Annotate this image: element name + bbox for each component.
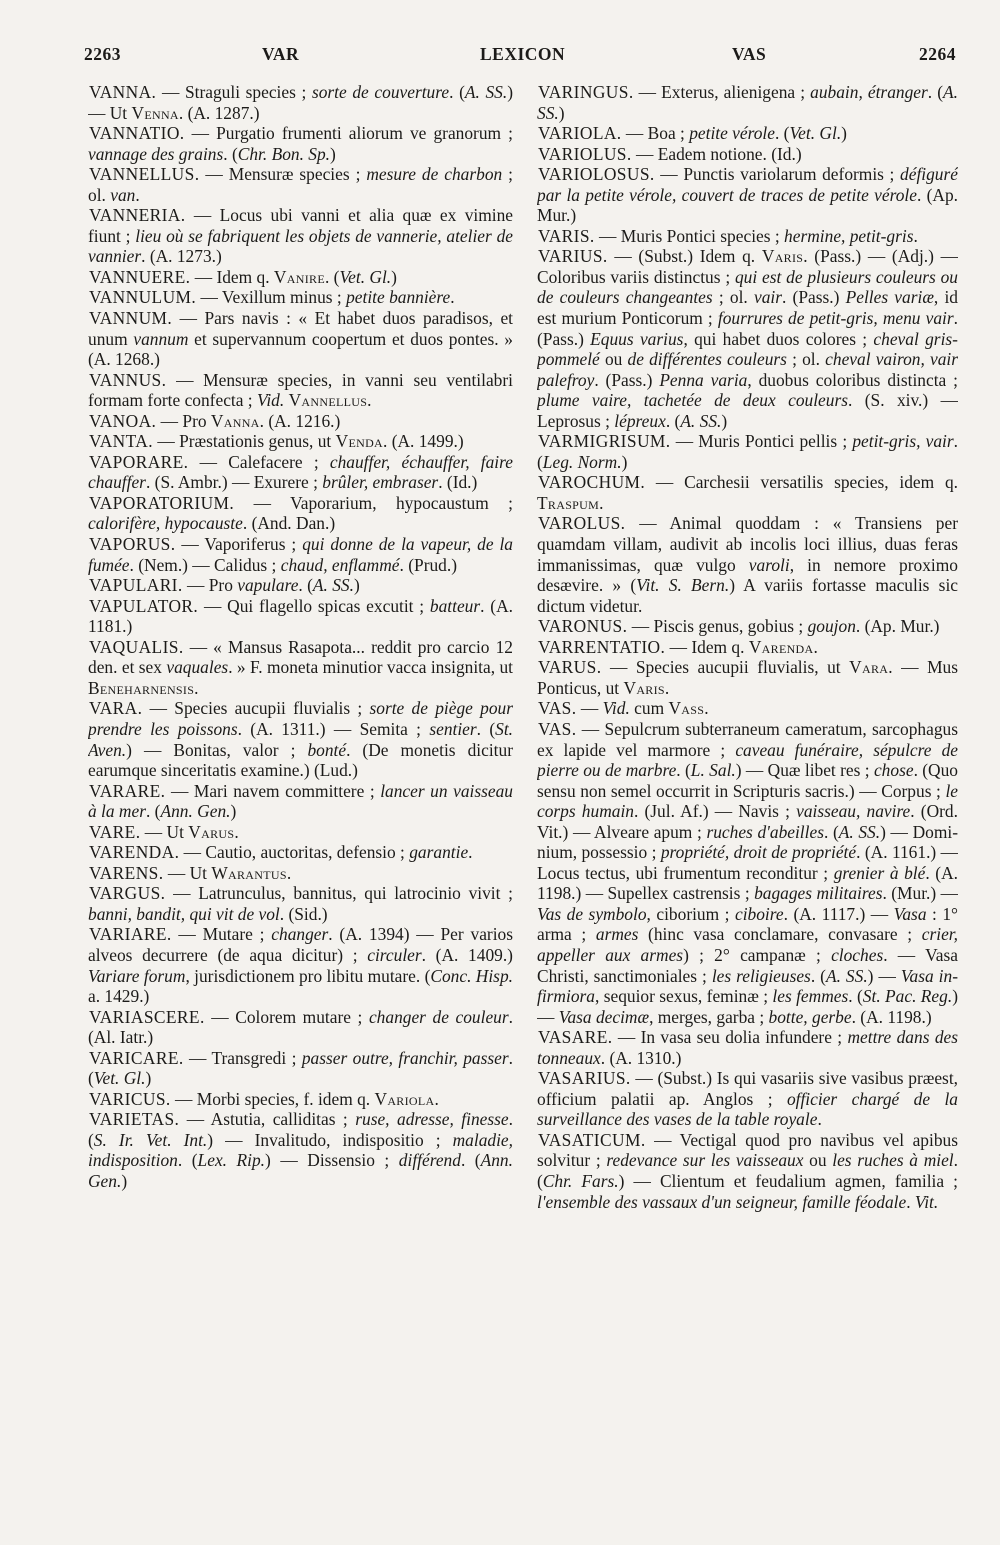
dictionary-entry: VARIETAS. — Astutia, calliditas ; ruse, adresse, finesse. (S. Ir. Vet. Int.) — Invalitudo, indispositio ; maladie, indisposition. (Lex. Rip.) — Dissensio ; différend. (Ann. Gen.) [88,1109,513,1191]
dictionary-entry: VAPORUS. — Vaporiferus ; qui donne de la vapeur, de la fumée. (Nem.) — Calidus ; chaud, enflammé. (Prud.) [88,534,513,575]
dictionary-entry: VANTA. — Præstationis genus, ut Venda. (A. 1499.) [89,431,464,452]
dictionary-entry: VARIUS. — (Subst.) Idem q. Varis. (Pass.) — (Adj.) — Coloribus variis distinctus ; qui est de plusieurs couleurs ou de couleurs changeantes ; ol. vair. (Pass.) Pelles variæ, id est murium Ponticorum ; fourrures de petit-gris, menu vair. (Pass.) Equus varius, qui habet duos colores ; cheval gris-pommelé ou de différentes couleurs ; ol. cheval vairon, vair palefroy. (Pass.) Penna varia, duobus coloribus distincta ; plume vaire, tachetée de deux couleurs. (S. xiv.) — Leprosus ; lépreux. (A. SS.) [537,246,958,431]
dictionary-entry: VANNERIA. — Locus ubi vanni et alia quæ ex vimine fiunt ; lieu où se fabriquent les objets de vannerie, atelier de vannier. (A. 1273.) [88,205,513,267]
dictionary-entry: VARIS. — Muris Pontici species ; hermine, petit-gris. [538,225,918,246]
running-head-left: VAR [262,44,300,64]
dictionary-entry: VASARE. — In vasa seu dolia infundere ; mettre dans des tonneaux. (A. 1310.) [537,1027,958,1068]
dictionary-entry: VARICARE. — Transgredi ; passer outre, franchir, passer. (Vet. Gl.) [88,1047,513,1089]
dictionary-entry: VARRENTATIO. — Idem q. Varenda. [538,636,818,657]
dictionary-entry: VARIARE. — Mutare ; changer. (A. 1394) — Per varios alveos decurrere (de aqua dicitur) ; circuler. (A. 1409.) Variare forum, jurisdictionem pro libitu mutare. (Conc. Hisp. a. 1429.) [88,924,513,1007]
dictionary-entry: VARIOLA. — Boa ; petite vérole. (Vet. Gl.) [538,123,847,144]
dictionary-entry: VAROCHUM. — Carchesii versatilis species, idem q. Traspum. [537,472,958,513]
dictionary-entry: VARARE. — Mari navem committere ; lancer un vaisseau à la mer. (Ann. Gen.) [88,780,513,822]
dictionary-entry: VARIOLUS. — Eadem notione. (Id.) [538,143,802,164]
dictionary-entry: VARENS. — Ut Warantus. [89,862,292,883]
right-column [537,82,958,1502]
dictionary-entry: VAS. — Sepulcrum subterraneum cameratum, sarcophagus ex lapide vel marmore ; caveau funéraire, sépulcre de pierre ou de marbre. (L. Sal.) — Quæ libet res ; chose. (Quo sensu non semel occurrit in Scripturis sacris.) — Corpus ; le corps humain. (Jul. Af.) — Navis ; vaisseau, navire. (Ord. Vit.) — Alveare apum ; ruches d'abeilles. (A. SS.) — Dominium, possessio ; propriété, droit de propriété. (A. 1161.) — Locus tectus, ubi frumentum reconditur ; grenier à blé. (A. 1198.) — Supellex castrensis ; bagages militaires. (Mur.) — Vas de symbolo, ciborium ; ciboire. (A. 1117.) — Vasa : 1° arma ; armes (hinc vasa conclamare, convasare ; crier, appeller aux armes) ; 2° campanæ ; cloches. — Vasa Christi, sanctimoniales ; les religieuses. (A. SS.) — Vasa infirmiora, sequior sexus, feminæ ; les femmes. (St. Pac. Reg.) — Vasa decimæ, merges, garba ; botte, gerbe. (A. 1198.) [537,718,958,1027]
left-column [88,82,513,1502]
dictionary-entry: VARICUS. — Morbi species, f. idem q. Variola. [89,1088,439,1109]
page-number-right: 2264 [919,44,956,64]
dictionary-entry: VAPULARI. — Pro vapulare. (A. SS.) [89,575,360,596]
dictionary-entry: VARGUS. — Latrunculus, bannitus, qui latrocinio vivit ; banni, bandit, qui vit de vol. (Sid.) [88,883,513,924]
dictionary-entry: VARINGUS. — Exterus, alienigena ; aubain, étranger. (A. SS.) [537,82,958,123]
dictionary-entry: VAS. — Vid. cum Vass. [538,698,709,719]
dictionary-entry: VANOA. — Pro Vanna. (A. 1216.) [89,410,341,431]
running-head-right: VAS [732,44,767,64]
dictionary-entry: VAPORARE. — Calefacere ; chauffer, échauffer, faire chauffer. (S. Ambr.) — Exurere ; brûler, embraser. (Id.) [88,451,513,493]
dictionary-entry: VARIOLOSUS. — Punctis variolarum deformis ; défiguré par la petite vérole, couvert de traces de petite vérole. (Ap. Mur.) [537,164,958,226]
dictionary-entry: VASATICUM. — Vectigal quod pro navibus vel apibus solvitur ; redevance sur les vaisseaux ou les ruches à miel. (Chr. Fars.) — Clientum et feudalium agmen, familia ; l'ensemble des vassaux d'un seigneur, famille féodale. Vit. [537,1129,958,1212]
dictionary-entry: VANNELLUS. — Mensuræ species ; mesure de charbon ; ol. van. [88,164,513,205]
dictionary-entry: VARMIGRISUM. — Muris Pontici pellis ; petit-gris, vair. (Leg. Norm.) [537,431,958,472]
page-title: LEXICON [480,44,566,64]
dictionary-entry: VANNUS. — Mensuræ species, in vanni seu ventilabri formam forte confecta ; Vid. Vannellus. [88,369,513,411]
dictionary-entry: VANNUM. — Pars navis : « Et habet duos paradisos, et unum vannum et supervannum coopertum et duos pontes. » (A. 1268.) [88,308,513,370]
dictionary-entry: VANNATIO. — Purgatio frumenti aliorum ve granorum ; vannage des grains. (Chr. Bon. Sp.) [88,123,513,164]
dictionary-entry: VARIASCERE. — Colorem mutare ; changer de couleur. (Al. Iatr.) [88,1006,513,1048]
dictionary-entry: VASARIUS. — (Subst.) Is qui vasariis sive vasibus præest, officium palatii ap. Anglos ; officier chargé de la surveillance des vases de la table royale. [537,1068,958,1130]
dictionary-entry: VAPORATORIUM. — Vaporarium, hypocaustum ; calorifère, hypocauste. (And. Dan.) [88,492,513,534]
dictionary-entry: VARONUS. — Piscis genus, gobius ; goujon. (Ap. Mur.) [538,616,940,637]
page-header [84,44,956,72]
dictionary-entry: VARE. — Ut Varus. [89,821,239,842]
dictionary-entry: VAPULATOR. — Qui flagello spicas excutit ; batteur. (A. 1181.) [88,595,513,637]
dictionary-entry: VARA. — Species aucupii fluvialis ; sorte de piège pour prendre les poissons. (A. 1311.) — Semita ; sentier. (St. Aven.) — Bonitas, valor ; bonté. (De monetis dicitur earumque sinceritatis examine.) (Lud.) [88,698,513,781]
dictionary-entry: VAQUALIS. — « Mansus Rasapota... reddit pro carcio 12 den. et sex vaquales. » F. moneta minutior vacca insignita, ut Beneharnensis. [88,636,513,698]
dictionary-entry: VANNUERE. — Idem q. Vanire. (Vet. Gl.) [89,266,397,287]
dictionary-entry: VARENDA. — Cautio, auctoritas, defensio ; garantie. [89,842,473,863]
dictionary-entry: VARUS. — Species aucupii fluvialis, ut Vara. — Mus Ponticus, ut Varis. [537,657,958,698]
dictionary-entry: VANNULUM. — Vexillum minus ; petite bannière. [89,287,455,308]
dictionary-entry: VAROLUS. — Animal quoddam : « Transiens per quamdam villam, audivit ab incolis loci illius, duas feras immanissimas, quæ vulgo varoli, in nemore proximo desævire. » (Vit. S. Bern.) A variis fortasse maculis sic dictum videtur. [537,513,958,616]
page-number-left: 2263 [84,44,121,64]
dictionary-entry: VANNA. — Straguli species ; sorte de couverture. (A. SS.) — Ut Venna. (A. 1287.) [88,82,513,123]
